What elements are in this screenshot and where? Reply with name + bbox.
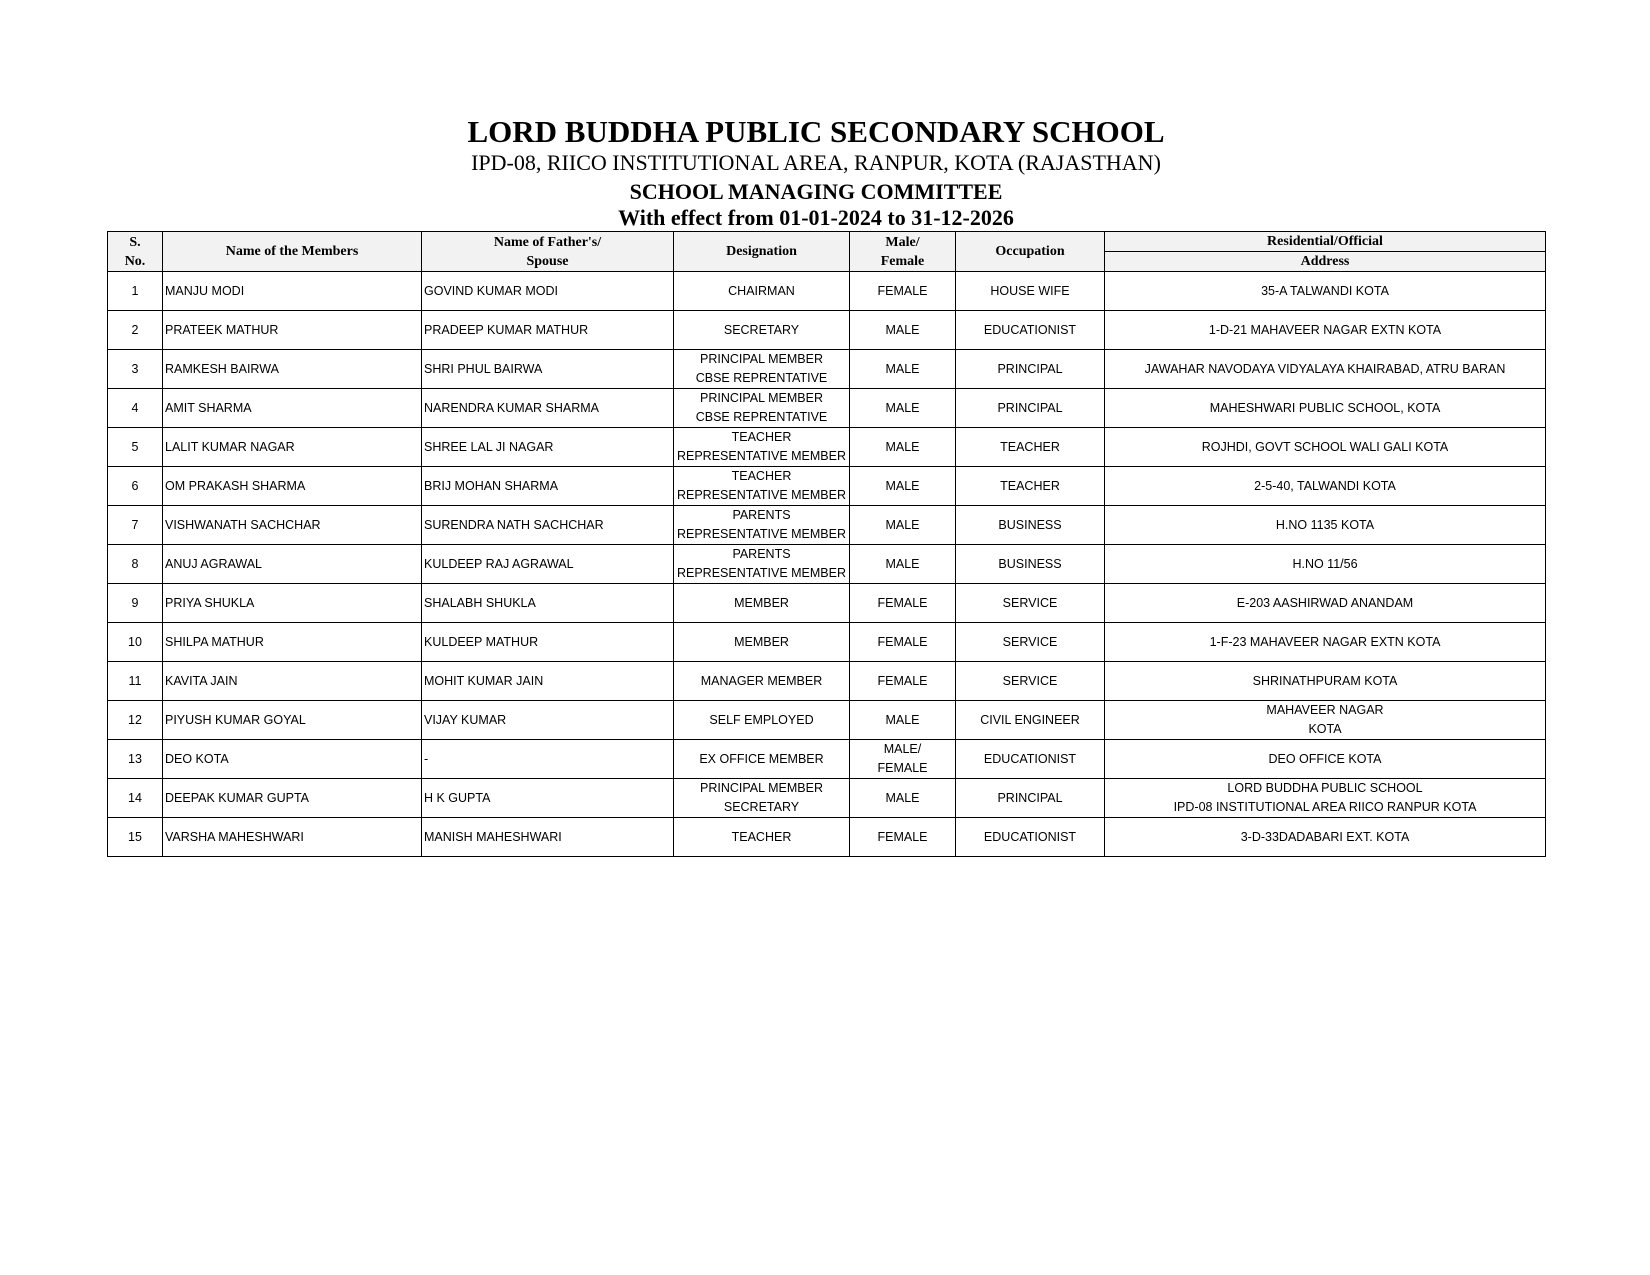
cell-address: ROJHDI, GOVT SCHOOL WALI GALI KOTA [1105, 428, 1546, 467]
col-header-gender: Male/ Female [850, 232, 956, 272]
cell-gender: FEMALE [850, 818, 956, 857]
cell-member-name: PIYUSH KUMAR GOYAL [163, 701, 422, 740]
cell-occupation: EDUCATIONIST [956, 740, 1105, 779]
cell-occupation: BUSINESS [956, 545, 1105, 584]
cell-designation: CHAIRMAN [674, 272, 850, 311]
cell-occupation: SERVICE [956, 662, 1105, 701]
table-row [108, 623, 1546, 662]
cell-father-spouse: SHREE LAL JI NAGAR [422, 428, 674, 467]
cell-father-spouse: MOHIT KUMAR JAIN [422, 662, 674, 701]
cell-gender: MALE [850, 467, 956, 506]
cell-occupation: PRINCIPAL [956, 779, 1105, 818]
cell-address: MAHAVEER NAGAR KOTA [1105, 701, 1546, 740]
cell-member-name: PRATEEK MATHUR [163, 311, 422, 350]
cell-designation: SECRETARY [674, 311, 850, 350]
members-table [107, 231, 1546, 857]
cell-gender: FEMALE [850, 662, 956, 701]
cell-designation: TEACHER REPRESENTATIVE MEMBER [674, 428, 850, 467]
table-row [108, 818, 1546, 857]
cell-address: DEO OFFICE KOTA [1105, 740, 1546, 779]
cell-occupation: HOUSE WIFE [956, 272, 1105, 311]
cell-father-spouse: SHRI PHUL BAIRWA [422, 350, 674, 389]
cell-address: 3-D-33DADABARI EXT. KOTA [1105, 818, 1546, 857]
cell-gender: FEMALE [850, 584, 956, 623]
cell-designation: PARENTS REPRESENTATIVE MEMBER [674, 506, 850, 545]
cell-gender: FEMALE [850, 623, 956, 662]
cell-gender: MALE/ FEMALE [850, 740, 956, 779]
table-row [108, 584, 1546, 623]
cell-address: H.NO 1135 KOTA [1105, 506, 1546, 545]
cell-address: SHRINATHPURAM KOTA [1105, 662, 1546, 701]
table-row [108, 506, 1546, 545]
cell-member-name: LALIT KUMAR NAGAR [163, 428, 422, 467]
cell-member-name: VISHWANATH SACHCHAR [163, 506, 422, 545]
cell-address: 1-F-23 MAHAVEER NAGAR EXTN KOTA [1105, 623, 1546, 662]
col-header-name: Name of the Members [163, 232, 422, 272]
cell-sno: 3 [108, 350, 163, 389]
cell-member-name: MANJU MODI [163, 272, 422, 311]
cell-father-spouse: MANISH MAHESHWARI [422, 818, 674, 857]
cell-designation: MANAGER MEMBER [674, 662, 850, 701]
cell-address: JAWAHAR NAVODAYA VIDYALAYA KHAIRABAD, ATRU BARAN [1105, 350, 1546, 389]
cell-father-spouse: NARENDRA KUMAR SHARMA [422, 389, 674, 428]
cell-designation: PRINCIPAL MEMBER CBSE REPRENTATIVE [674, 350, 850, 389]
cell-designation: PARENTS REPRESENTATIVE MEMBER [674, 545, 850, 584]
cell-designation: MEMBER [674, 623, 850, 662]
cell-gender: MALE [850, 701, 956, 740]
cell-member-name: DEO KOTA [163, 740, 422, 779]
cell-occupation: PRINCIPAL [956, 350, 1105, 389]
col-header-designation: Designation [674, 232, 850, 272]
cell-sno: 5 [108, 428, 163, 467]
document-header [0, 114, 1650, 230]
col-header-occupation: Occupation [956, 232, 1105, 272]
cell-address: MAHESHWARI PUBLIC SCHOOL, KOTA [1105, 389, 1546, 428]
cell-designation: MEMBER [674, 584, 850, 623]
cell-sno: 7 [108, 506, 163, 545]
cell-gender: MALE [850, 311, 956, 350]
col-header-sno: S. No. [108, 232, 163, 272]
cell-father-spouse: KULDEEP RAJ AGRAWAL [422, 545, 674, 584]
cell-sno: 9 [108, 584, 163, 623]
cell-father-spouse: KULDEEP MATHUR [422, 623, 674, 662]
cell-member-name: ANUJ AGRAWAL [163, 545, 422, 584]
cell-designation: PRINCIPAL MEMBER SECRETARY [674, 779, 850, 818]
cell-gender: FEMALE [850, 272, 956, 311]
cell-father-spouse: VIJAY KUMAR [422, 701, 674, 740]
table-row [108, 350, 1546, 389]
cell-gender: MALE [850, 350, 956, 389]
cell-sno: 11 [108, 662, 163, 701]
cell-gender: MALE [850, 389, 956, 428]
table-header-row [108, 232, 1546, 252]
table-row [108, 740, 1546, 779]
cell-occupation: BUSINESS [956, 506, 1105, 545]
cell-designation: EX OFFICE MEMBER [674, 740, 850, 779]
cell-member-name: SHILPA MATHUR [163, 623, 422, 662]
cell-sno: 6 [108, 467, 163, 506]
cell-designation: TEACHER REPRESENTATIVE MEMBER [674, 467, 850, 506]
cell-occupation: PRINCIPAL [956, 389, 1105, 428]
cell-gender: MALE [850, 545, 956, 584]
table-row [108, 428, 1546, 467]
school-name: LORD BUDDHA PUBLIC SECONDARY SCHOOL [467, 114, 1165, 149]
cell-father-spouse: SURENDRA NATH SACHCHAR [422, 506, 674, 545]
table-row [108, 389, 1546, 428]
cell-occupation: EDUCATIONIST [956, 818, 1105, 857]
cell-sno: 15 [108, 818, 163, 857]
cell-address: 35-A TALWANDI KOTA [1105, 272, 1546, 311]
cell-sno: 1 [108, 272, 163, 311]
cell-occupation: SERVICE [956, 623, 1105, 662]
cell-member-name: OM PRAKASH SHARMA [163, 467, 422, 506]
cell-sno: 12 [108, 701, 163, 740]
cell-gender: MALE [850, 506, 956, 545]
cell-occupation: TEACHER [956, 428, 1105, 467]
cell-father-spouse: SHALABH SHUKLA [422, 584, 674, 623]
cell-occupation: CIVIL ENGINEER [956, 701, 1105, 740]
cell-member-name: RAMKESH BAIRWA [163, 350, 422, 389]
cell-member-name: VARSHA MAHESHWARI [163, 818, 422, 857]
cell-member-name: AMIT SHARMA [163, 389, 422, 428]
table-row [108, 545, 1546, 584]
table-row [108, 701, 1546, 740]
table-row [108, 779, 1546, 818]
cell-occupation: SERVICE [956, 584, 1105, 623]
cell-father-spouse: - [422, 740, 674, 779]
col-header-address-top: Residential/Official [1105, 232, 1546, 252]
cell-gender: MALE [850, 779, 956, 818]
school-address: IPD-08, RIICO INSTITUTIONAL AREA, RANPUR, KOTA (RAJASTHAN) [471, 150, 1161, 175]
cell-address: 1-D-21 MAHAVEER NAGAR EXTN KOTA [1105, 311, 1546, 350]
table-row [108, 662, 1546, 701]
cell-address: H.NO 11/56 [1105, 545, 1546, 584]
col-header-address-bottom: Address [1105, 252, 1546, 272]
effect-period: With effect from 01-01-2024 to 31-12-2026 [618, 205, 1014, 230]
cell-father-spouse: BRIJ MOHAN SHARMA [422, 467, 674, 506]
table-row [108, 467, 1546, 506]
cell-address: E-203 AASHIRWAD ANANDAM [1105, 584, 1546, 623]
cell-sno: 2 [108, 311, 163, 350]
cell-address: 2-5-40, TALWANDI KOTA [1105, 467, 1546, 506]
table-row [108, 272, 1546, 311]
col-header-father: Name of Father's/ Spouse [422, 232, 674, 272]
cell-sno: 14 [108, 779, 163, 818]
cell-member-name: KAVITA JAIN [163, 662, 422, 701]
cell-designation: TEACHER [674, 818, 850, 857]
cell-occupation: TEACHER [956, 467, 1105, 506]
cell-father-spouse: H K GUPTA [422, 779, 674, 818]
cell-designation: PRINCIPAL MEMBER CBSE REPRENTATIVE [674, 389, 850, 428]
cell-father-spouse: GOVIND KUMAR MODI [422, 272, 674, 311]
cell-sno: 8 [108, 545, 163, 584]
cell-sno: 4 [108, 389, 163, 428]
cell-gender: MALE [850, 428, 956, 467]
cell-address: LORD BUDDHA PUBLIC SCHOOL IPD-08 INSTITUTIONAL AREA RIICO RANPUR KOTA [1105, 779, 1546, 818]
committee-title: SCHOOL MANAGING COMMITTEE [629, 179, 1003, 204]
table-row [108, 311, 1546, 350]
cell-father-spouse: PRADEEP KUMAR MATHUR [422, 311, 674, 350]
cell-member-name: PRIYA SHUKLA [163, 584, 422, 623]
cell-designation: SELF EMPLOYED [674, 701, 850, 740]
cell-sno: 13 [108, 740, 163, 779]
cell-member-name: DEEPAK KUMAR GUPTA [163, 779, 422, 818]
cell-sno: 10 [108, 623, 163, 662]
cell-occupation: EDUCATIONIST [956, 311, 1105, 350]
